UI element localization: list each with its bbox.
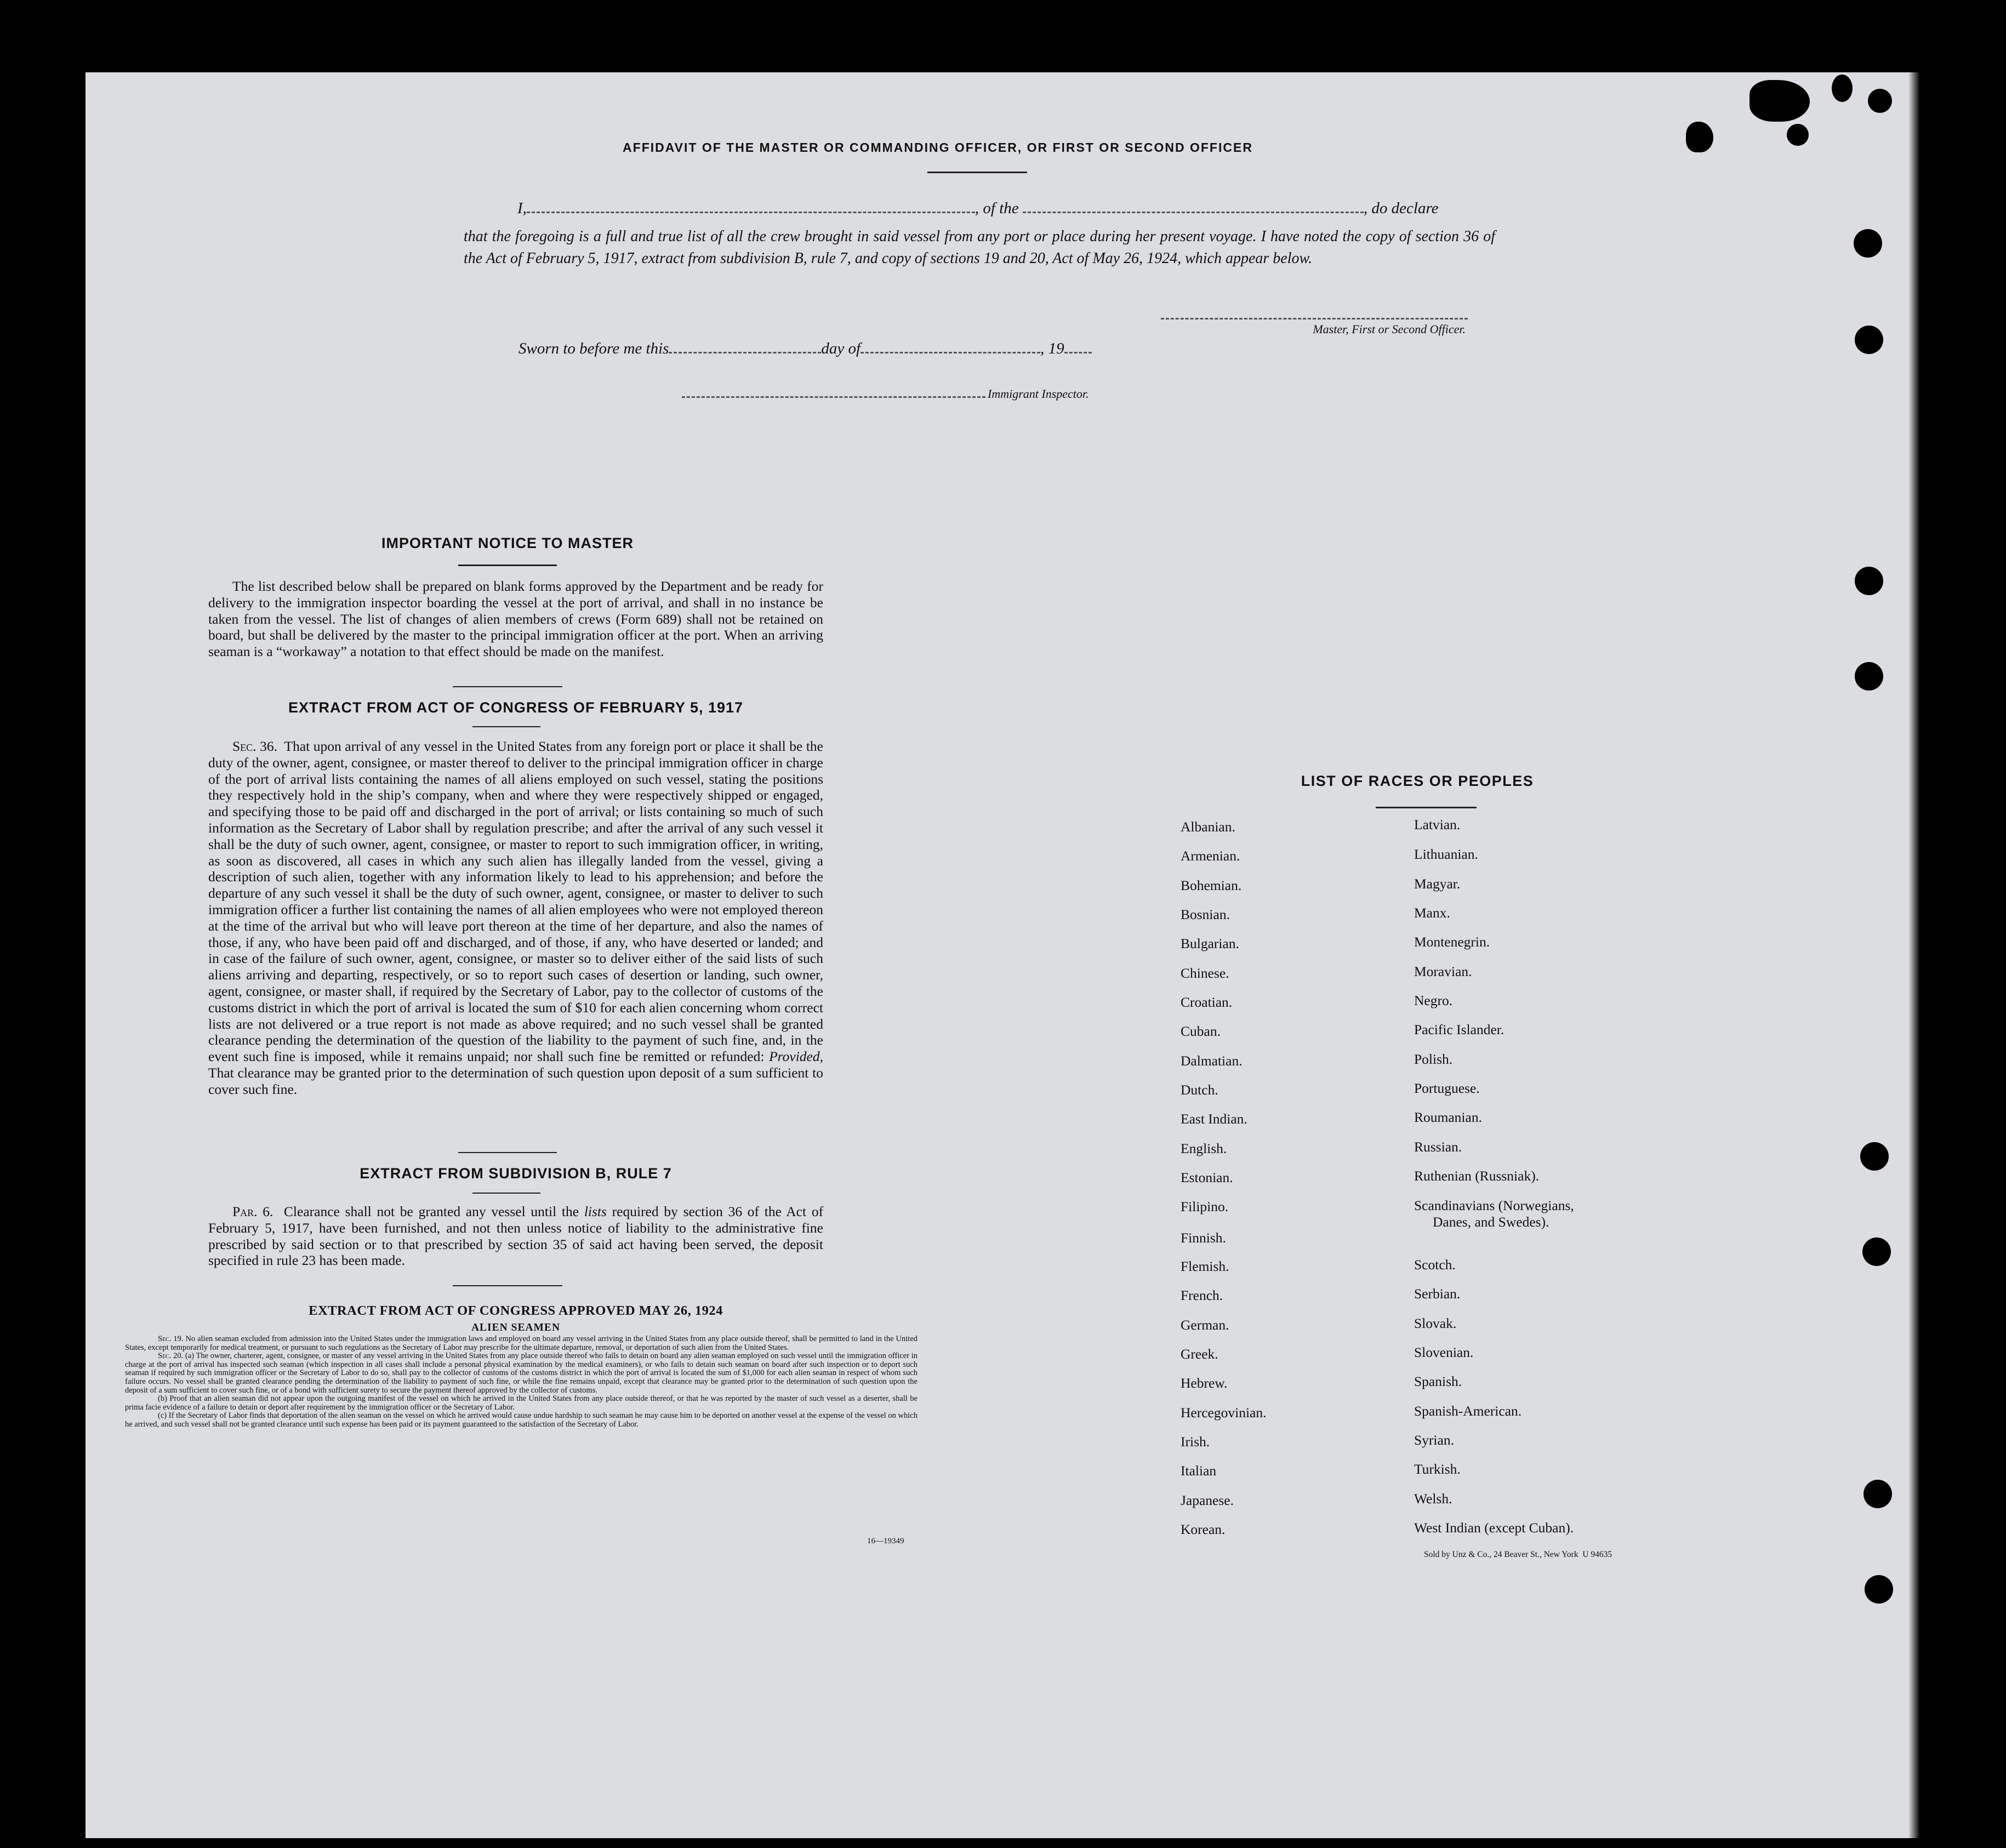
race-item: Estonian. bbox=[1181, 1170, 1233, 1185]
paragraph-6-body-a: Clearance shall not be granted any vessel until the bbox=[283, 1204, 579, 1219]
race-item: English. bbox=[1181, 1140, 1227, 1156]
affidavit-body: that the foregoing is a full and true list of all the crew brought in said vessel from any port or place during her present voyage. I have noted the copy of section 36 of the Act of February 5, 1917, extract from subdivision B, rule 7, and copy of sections 19 and 20, Act of May 26, 1924, which appear below. bbox=[464, 228, 1495, 267]
binder-hole bbox=[1862, 1237, 1891, 1266]
section-19-label: Sec. 19. bbox=[158, 1334, 184, 1343]
section-19-body: No alien seaman excluded from admission into the United States under the immigration laws and employed on board any vessel arriving in the United States from any place outside thereof, shall be permitted to land in the United States, except temporarily for medical treatment, or pursuant to such regulations as the Secretary of Labor may prescribe for the ultimate departure, removal, or deportation of such alien from the United States. bbox=[125, 1334, 918, 1352]
affidavit-heading: AFFIDAVIT OF THE MASTER OR COMMANDING OFFICER, OR FIRST OR SECOND OFFICER bbox=[623, 140, 1253, 155]
race-item: Bosnian. bbox=[1181, 906, 1230, 922]
inspector-signature-line[interactable] bbox=[682, 396, 985, 398]
binder-hole bbox=[1863, 1480, 1892, 1508]
race-item: Spanish-American. bbox=[1414, 1403, 1522, 1419]
race-item: Irish. bbox=[1181, 1434, 1210, 1450]
race-item: Scandinavians (Norwegians, bbox=[1414, 1197, 1574, 1213]
section-19-text bbox=[125, 1335, 917, 1352]
race-item: Bohemian. bbox=[1181, 877, 1242, 893]
extract-1917-rule bbox=[472, 726, 540, 727]
section-36-body: That upon arrival of any vessel in the United States from any foreign port or place it shall be the duty of the owner, agent, consignee, or master thereof to deliver to the principal immigration officer in charge of the port of arrival lists containing the names of all aliens employed on such vessel, stating the positions they respectively hold in the ship’s company, when and where they were respectively shipped or engaged, and specifying those to be paid off and discharged in the port of arrival; or lists containing so much of such information as the Secretary of Labor shall by regulation prescribe; and after the arrival of any such vessel it shall be the duty of such owner, agent, consignee, or master to report to such immigration officer, in writing, as soon as discovered, all cases in which any such alien has illegally landed from the vessel, giving a description of such alien, together with any information likely to lead to his apprehension; and before the departure of any such vessel it shall be the duty of such owner, agent, consignee, or master to deliver to such immigration officer a further list containing the names of all alien employees who were not employed thereon at the time of the arrival but who will leave port thereon at the time of her departure, and also the names of those, if any, who have been paid off and discharged, and of those, if any, who have deserted or landed; and in case of the failure of such owner, agent, consignee, or master so to deliver either of the said lists of such aliens arriving and departing, respectively, or so to report such cases of desertion or landing, such owner, agent, consignee, or master shall, if required by the Secretary of Labor, pay to the collector of customs of the customs district in which the port of arrival is located the sum of $10 for each alien concerning whom correct lists are not delivered or a true report is not made as above required; and no such vessel shall be granted clearance pending the determination of the question of the liability to the payment of such fine, and, in the event such fine is imposed, while it remains unpaid; nor shall such fine be remitted or refunded: bbox=[208, 738, 823, 1065]
race-item: Welsh. bbox=[1414, 1491, 1452, 1507]
rule-7-heading: EXTRACT FROM SUBDIVISION B, RULE 7 bbox=[360, 1165, 672, 1182]
race-item: Russian. bbox=[1414, 1139, 1462, 1155]
paragraph-6-text bbox=[208, 1204, 823, 1269]
notice-divider bbox=[453, 686, 562, 687]
lists-word: lists bbox=[584, 1204, 607, 1219]
race-item: Montenegrin. bbox=[1414, 934, 1490, 950]
section-36-label: Sec. 36. bbox=[232, 738, 277, 754]
race-item: Flemish. bbox=[1181, 1258, 1229, 1274]
race-item: Korean. bbox=[1181, 1521, 1226, 1537]
extract-1924-heading: EXTRACT FROM ACT OF CONGRESS APPROVED MAY 26, 1924 bbox=[309, 1303, 723, 1318]
races-heading: LIST OF RACES OR PEOPLES bbox=[1301, 773, 1534, 789]
race-item: Italian bbox=[1181, 1463, 1217, 1479]
act-1924-sections bbox=[125, 1335, 917, 1429]
rule-7-divider bbox=[453, 1285, 562, 1286]
race-item: Hebrew. bbox=[1181, 1375, 1228, 1391]
binder-hole bbox=[1854, 229, 1882, 258]
binder-hole bbox=[1865, 1575, 1893, 1604]
race-item: Portuguese. bbox=[1414, 1080, 1480, 1096]
race-item: Bulgarian. bbox=[1181, 936, 1239, 951]
ink-blot bbox=[1787, 124, 1809, 146]
race-item: Scotch. bbox=[1414, 1257, 1456, 1273]
race-item: Roumanian. bbox=[1414, 1109, 1482, 1125]
binder-hole bbox=[1855, 662, 1883, 691]
race-item: Negro. bbox=[1414, 993, 1453, 1008]
section-20a-text bbox=[125, 1352, 917, 1395]
race-item: Latvian. bbox=[1414, 817, 1461, 832]
race-item: Greek. bbox=[1181, 1346, 1218, 1362]
race-item: Magyar. bbox=[1414, 876, 1461, 892]
race-item: Chinese. bbox=[1181, 965, 1229, 981]
document-page bbox=[86, 72, 1925, 1838]
section-20a-body: (a) The owner, charterer, agent, consignee, or master of any vessel arriving in the United States from any place outside thereof who fails to detain on board any alien seaman employed on such vessel until the immigration officer in charge at the port of arrival has inspected such seaman (which inspection in all cases shall include a personal physical examination by the medical examiners), or who fails to detain such seaman on board after such inspection or to deport such seaman if required by such immigration officer or the Secretary of Labor to do so, shall pay to the collector of customs of the customs district in which the port of arrival is located the sum of $1,000 for each alien seaman in respect of whom such failure occurs. No vessel shall be granted clearance pending the determination of the liability to payment of such fine, or while the fine remains unpaid, except that clearance may be granted prior to the determination of such question upon the deposit of a sum sufficient to cover such fine, or of a bond with sufficient surety to secure the payment thereof approved by the collector of customs. bbox=[125, 1351, 918, 1395]
form-number: 16—19349 bbox=[867, 1537, 904, 1545]
race-item: Moravian. bbox=[1414, 963, 1472, 979]
race-item: French. bbox=[1181, 1287, 1223, 1303]
race-item: Ruthenian (Russniak). bbox=[1414, 1168, 1540, 1184]
race-item: East Indian. bbox=[1181, 1111, 1247, 1127]
race-item: Turkish. bbox=[1414, 1461, 1461, 1477]
race-item: Armenian. bbox=[1181, 848, 1240, 864]
alien-seamen-subheading: ALIEN SEAMEN bbox=[471, 1322, 561, 1333]
race-item: Serbian. bbox=[1414, 1286, 1461, 1302]
section-20c-text: (c) If the Secretary of Labor finds that deportation of the alien seaman on the vessel on which he arrived would cause undue hardship to such seaman he may cause him to be deported on another vessel at the expense of the vessel on which he arrived, and such vessel shall not be granted clearance until such expense has been paid or its payment guaranteed to the satisfaction of the Secretary of Labor. bbox=[125, 1411, 917, 1429]
race-item: Japanese. bbox=[1181, 1492, 1234, 1508]
race-item: German. bbox=[1181, 1317, 1229, 1333]
race-item: Hercegovinian. bbox=[1181, 1405, 1267, 1421]
sworn-label: Sworn to before me this bbox=[518, 340, 669, 357]
declare-label: , do declare bbox=[1363, 199, 1439, 217]
race-item: Albanian. bbox=[1181, 819, 1235, 835]
affidavit-declaration-line bbox=[517, 199, 1581, 218]
race-item: Finnish. bbox=[1181, 1230, 1226, 1246]
notice-text: The list described below shall be prepared on blank forms approved by the Department and be ready for delivery to the immigration inspector boarding the vessel at the port of arrival, and shall in no instance be taken from the vessel. The list of changes of alien members of crews (Form 689) shall not be retained on board, but shall be delivered by the master to the principal immigration officer at the port. When an arriving seaman is a “workaway” a notation to that effect should be made on the manifest. bbox=[208, 578, 823, 660]
day-of-label: day of bbox=[821, 340, 861, 357]
race-item: Polish. bbox=[1414, 1051, 1453, 1067]
sworn-line bbox=[518, 340, 1286, 358]
page-corner-tear bbox=[1908, 72, 1925, 1838]
notice-rule bbox=[458, 564, 557, 566]
of-the-label: , of the bbox=[974, 199, 1019, 217]
sworn-day-field[interactable] bbox=[669, 340, 821, 353]
notice-heading: IMPORTANT NOTICE TO MASTER bbox=[381, 535, 634, 551]
race-item: Syrian. bbox=[1414, 1432, 1454, 1448]
inspector-label: Immigrant Inspector. bbox=[988, 387, 1089, 401]
binder-hole bbox=[1855, 567, 1883, 595]
race-item: Lithuanian. bbox=[1414, 846, 1478, 862]
binder-hole bbox=[1860, 1142, 1889, 1171]
section-36-text bbox=[208, 738, 823, 1098]
vessel-name-field[interactable] bbox=[1023, 199, 1364, 213]
declarant-name-field[interactable] bbox=[527, 199, 975, 213]
race-item: Slovenian. bbox=[1414, 1344, 1474, 1360]
race-item: Manx. bbox=[1414, 905, 1450, 921]
paragraph-6-body-b: required by section 36 of the Act of February 5, 1917, have been furnished, and not then unless notice of liability to the administrative fine prescribed by said section or to that prescribed by section 35 of said act having been served, the deposit specified in rule 23 has been made. bbox=[208, 1204, 824, 1269]
race-item: Spanish. bbox=[1414, 1373, 1462, 1389]
section-36-tail: That clearance may be granted prior to the determination of such question upon deposit of a sum sufficient to cover such fine. bbox=[208, 1064, 823, 1097]
ink-blot bbox=[1686, 122, 1713, 152]
ink-blot bbox=[1749, 80, 1810, 122]
provided-label: Provided, bbox=[769, 1048, 823, 1065]
binder-hole bbox=[1868, 89, 1892, 113]
binder-hole bbox=[1855, 326, 1883, 354]
section-20-label: Sec. 20. bbox=[158, 1351, 184, 1361]
race-item: Croatian. bbox=[1181, 994, 1233, 1010]
race-item: West Indian (except Cuban). bbox=[1414, 1520, 1574, 1536]
race-item: Dutch. bbox=[1181, 1082, 1218, 1098]
heading-rule bbox=[927, 172, 1027, 173]
sworn-year-field[interactable] bbox=[1064, 340, 1092, 353]
race-item: Pacific Islander. bbox=[1414, 1022, 1504, 1037]
race-item: Filipino. bbox=[1181, 1199, 1229, 1214]
signature-label: Master, First or Second Officer. bbox=[1313, 322, 1466, 336]
race-item: Danes, and Swedes). bbox=[1433, 1214, 1549, 1230]
rule-7-rule bbox=[472, 1193, 540, 1194]
extract-1917-heading: EXTRACT FROM ACT OF CONGRESS OF FEBRUARY 5, 1917 bbox=[288, 699, 744, 716]
extract-1917-divider bbox=[458, 1152, 557, 1153]
race-item: Cuban. bbox=[1181, 1023, 1221, 1039]
year-label: , 19 bbox=[1040, 340, 1064, 357]
races-rule bbox=[1376, 807, 1477, 808]
signature-line[interactable] bbox=[1161, 318, 1468, 320]
paragraph-6-label: Par. 6. bbox=[232, 1204, 273, 1219]
declarant-prefix: I, bbox=[517, 199, 527, 217]
race-item: Slovak. bbox=[1414, 1315, 1457, 1331]
section-20b-text: (b) Proof that an alien seaman did not appear upon the outgoing manifest of the vessel on which he arrived in the United States from any place outside thereof, or that he was reported by the master of such vessel as a deserter, shall be prima facie evidence of a failure to detain or deport after requirement by the immigration officer or the Secretary of Labor. bbox=[125, 1394, 917, 1412]
race-item: Dalmatian. bbox=[1181, 1053, 1243, 1069]
printer-imprint: Sold by Unz & Co., 24 Beaver St., New York U 94635 bbox=[1424, 1550, 1612, 1559]
sworn-month-field[interactable] bbox=[860, 340, 1040, 353]
ink-blot bbox=[1832, 75, 1853, 102]
